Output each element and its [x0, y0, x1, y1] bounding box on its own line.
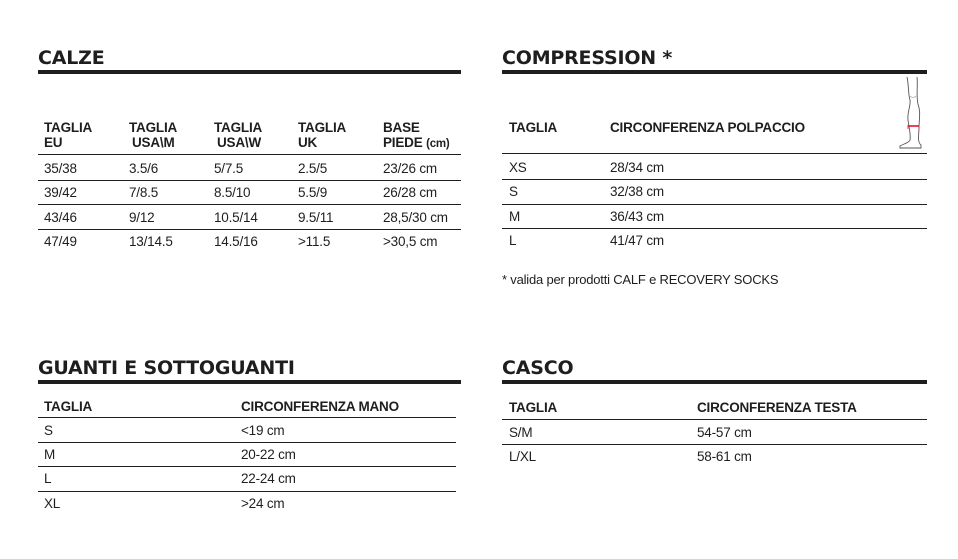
row-divider	[38, 204, 461, 205]
casco-header-taglia: TAGLIA	[509, 400, 558, 415]
row-divider	[502, 204, 927, 205]
casco-header-rule	[502, 419, 927, 420]
casco-title: CASCO	[502, 357, 574, 379]
compression-section: COMPRESSION * TAGLIA CIRCONFERENZA POLPACCIO XS 28/34 cm S 32/38 cm M 36/43 cm L 41/47 cm * valida per prodotti CALF e RECOVERY SOCKS	[502, 46, 927, 296]
compression-header-taglia: TAGLIA	[509, 120, 558, 135]
calze-header-rule	[38, 154, 461, 155]
calze-section: CALZE TAGLIA EU TAGLIA USA\M TAGLIA USA\W TAGLIA UK BASE PIEDE (cm) 35/38 3.5/6 5/7.5 2.5/5 23/26 cm 39/42 7/8.5 8.5/10 5.5/9 26/28 cm 43/46 9/12 10.5/14 9.5/11 28,5/30 cm 47/49 13/14.5 14.5/16 >11.5 >30,5 cm	[38, 46, 461, 256]
row-divider	[38, 466, 456, 467]
row-divider	[38, 491, 456, 492]
leg-calf-icon	[897, 76, 927, 150]
row-divider	[38, 442, 456, 443]
calze-title-rule	[38, 70, 461, 74]
casco-header-circonferenza: CIRCONFERENZA TESTA	[697, 400, 857, 415]
guanti-section: GUANTI E SOTTOGUANTI TAGLIA CIRCONFERENZA MANO S <19 cm M 20-22 cm L 22-24 cm XL >24 cm	[38, 356, 461, 516]
row-divider	[502, 444, 927, 445]
guanti-header-rule	[38, 417, 456, 418]
guanti-title-rule	[38, 380, 461, 384]
calze-header-unit: (cm)	[426, 138, 450, 150]
calze-header-usa-w: TAGLIA USA\W	[214, 120, 263, 150]
row-divider	[502, 228, 927, 229]
row-divider	[38, 180, 461, 181]
calze-header-eu: TAGLIA EU	[44, 120, 93, 150]
compression-title: COMPRESSION *	[502, 47, 673, 69]
calze-header-base-piede: BASE PIEDE (cm)	[383, 120, 450, 150]
guanti-header-taglia: TAGLIA	[44, 399, 93, 414]
guanti-header-circonferenza: CIRCONFERENZA MANO	[241, 399, 399, 414]
compression-footnote: * valida per prodotti CALF e RECOVERY SOCKS	[502, 272, 779, 287]
compression-header-circonferenza: CIRCONFERENZA POLPACCIO	[610, 120, 805, 135]
row-divider	[38, 229, 461, 230]
guanti-title: GUANTI E SOTTOGUANTI	[38, 357, 295, 379]
casco-section: CASCO TAGLIA CIRCONFERENZA TESTA S/M 54-57 cm L/XL 58-61 cm	[502, 356, 927, 476]
calze-title: CALZE	[38, 47, 105, 69]
row-divider	[502, 179, 927, 180]
calze-header-uk: TAGLIA UK	[298, 120, 347, 150]
compression-header-rule	[502, 153, 927, 154]
casco-title-rule	[502, 380, 927, 384]
calze-header-usa-m: TAGLIA USA\M	[129, 120, 178, 150]
compression-title-rule	[502, 70, 927, 74]
